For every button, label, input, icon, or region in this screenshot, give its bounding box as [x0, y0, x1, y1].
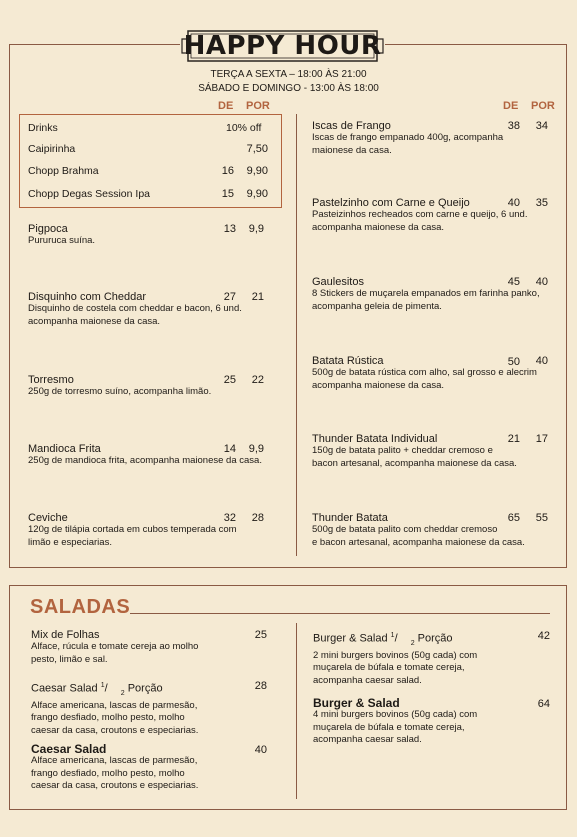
portion-denominator: 2: [410, 639, 415, 647]
item-desc: Alface americana, lascas de parmesão,: [31, 755, 198, 766]
item-name: Batata Rústica: [312, 355, 384, 367]
portion-label: Porção: [127, 682, 163, 695]
drink-price-por: 9,90: [246, 165, 268, 177]
price-de: 21: [507, 433, 520, 445]
saladas-divider: [296, 623, 297, 799]
item-name-row: [313, 630, 477, 650]
item-name: Thunder Batata Individual: [312, 433, 438, 445]
item-name: Thunder Batata: [312, 512, 388, 524]
menu-item: [28, 223, 95, 248]
drink-price-de: 16: [221, 165, 234, 177]
price-por: 34: [535, 120, 548, 132]
item-desc: Pasteizinhos recheados com carne e queijo, 6 und.: [312, 209, 528, 220]
price: 42: [537, 630, 550, 642]
price-de: 25: [223, 374, 236, 386]
item-name: Torresmo: [28, 374, 74, 386]
item-desc: Iscas de frango empanado 400g, acompanha: [312, 132, 504, 143]
item-name-row: [31, 680, 198, 700]
drinks-discount: 10% off: [226, 122, 262, 134]
item-desc: muçarela de búfala e tomate cereja,: [313, 662, 465, 674]
item-desc: 8 Stickers de muçarela empanados em farinha panko,: [312, 288, 540, 299]
price: 64: [537, 698, 550, 710]
item-desc: acompanha caesar salad.: [313, 734, 422, 745]
saladas-title-rule: [130, 613, 550, 614]
page-title: HAPPY HOUR: [183, 31, 382, 61]
item-desc: caesar da casa, croutons e especiarias.: [31, 724, 199, 736]
item-name: Mandioca Frita: [28, 443, 101, 455]
price-de: 50: [507, 356, 520, 368]
col-label-de-right: DE: [503, 100, 519, 112]
drink-price-por: 7,50: [246, 143, 268, 155]
price-por: 28: [251, 512, 264, 524]
col-label-por-left: POR: [246, 100, 270, 112]
item-desc: 250g de torresmo suíno, acompanha limão.: [28, 386, 212, 397]
drink-price-por: 9,90: [246, 188, 268, 200]
item-desc: acompanha maionese da casa.: [312, 221, 445, 233]
item-desc: 150g de batata palito + cheddar cremoso e: [312, 445, 493, 456]
item-desc: maionese da casa.: [312, 144, 392, 156]
price-de: 38: [507, 120, 520, 132]
price-de: 32: [223, 512, 236, 524]
item-name: Disquinho com Cheddar: [28, 291, 147, 303]
price-por: 55: [535, 512, 548, 524]
portion-slash: /: [104, 682, 108, 695]
item-desc: acompanha maionese da casa.: [28, 315, 161, 327]
price-por: 9,9: [248, 443, 264, 455]
item-name: Mix de Folhas: [31, 629, 100, 641]
item-desc: 120g de tilápia cortada em cubos temperada com: [28, 524, 237, 535]
portion-numerator: 1: [390, 632, 395, 639]
item-name: Ceviche: [28, 512, 68, 524]
column-divider: [296, 114, 297, 556]
drink-name: Caipirinha: [28, 143, 76, 155]
item-name: Burger & Salad: [313, 632, 388, 645]
item-desc: Alface americana, lascas de parmesão,: [31, 699, 198, 711]
item-desc: muçarela de búfala e tomate cereja,: [313, 721, 465, 733]
item-desc: e bacon artesanal, acompanha maionese da casa.: [312, 536, 525, 548]
item-name: Pastelzinho com Carne e Queijo: [312, 197, 470, 209]
price-por: 9,9: [248, 223, 264, 235]
price-por: 17: [535, 433, 548, 445]
item-desc: 500g de batata rústica com alho, sal grosso e alecrim: [312, 367, 537, 378]
price-de: 65: [507, 512, 520, 524]
item-desc: 2 mini burgers bovinos (50g cada) com: [313, 649, 478, 661]
portion-numerator: 1: [100, 682, 105, 689]
portion-label: Porção: [417, 632, 453, 645]
price-por: 22: [251, 374, 264, 386]
item-desc: 250g de mandioca frita, acompanha maionese da casa.: [28, 455, 262, 466]
portion-denominator: 2: [120, 689, 125, 697]
price: 28: [254, 680, 267, 692]
item-name: Pigpoca: [28, 223, 68, 235]
item-name: Caesar Salad: [31, 742, 107, 756]
menu-item: [312, 120, 503, 157]
item-desc: pesto, limão e sal.: [31, 653, 108, 665]
price-de: 45: [507, 276, 520, 288]
drink-price-de: 15: [221, 188, 234, 200]
item-desc: 4 mini burgers bovinos (50g cada) com: [313, 709, 478, 720]
menu-item: [28, 374, 211, 399]
item-desc: Pururuca suína.: [28, 235, 96, 246]
salad-item: [31, 680, 198, 737]
drinks-title: Drinks: [28, 122, 58, 134]
item-desc: frango desfiado, molho pesto, molho: [31, 767, 185, 779]
price: 25: [254, 629, 267, 641]
price-de: 27: [223, 291, 236, 303]
item-name: Caesar Salad: [31, 682, 98, 695]
item-desc: acompanha caesar salad.: [313, 674, 422, 686]
drink-name: Chopp Brahma: [28, 165, 99, 177]
price-por: 35: [535, 197, 548, 209]
price-de: 40: [507, 197, 520, 209]
price-por: 40: [535, 276, 548, 288]
item-name: Iscas de Frango: [312, 120, 391, 132]
col-label-por-right: POR: [531, 100, 555, 112]
salad-item: [31, 743, 198, 793]
item-desc: caesar da casa, croutons e especiarias.: [31, 780, 199, 791]
item-desc: frango desfiado, molho pesto, molho: [31, 712, 185, 724]
price-de: 13: [223, 223, 236, 235]
item-desc: acompanha geleia de pimenta.: [312, 300, 442, 312]
price: 40: [254, 744, 267, 756]
item-desc: acompanha maionese da casa.: [312, 379, 445, 391]
price-de: 14: [223, 443, 236, 455]
menu-item: [312, 433, 517, 470]
salad-item: [31, 629, 198, 666]
price-por: 40: [535, 355, 548, 367]
salad-item: [313, 630, 477, 687]
item-desc: Alface, rúcula e tomate cereja ao molho: [31, 641, 199, 652]
portion-slash: /: [394, 632, 398, 645]
item-name: Gaulesitos: [312, 276, 364, 288]
item-name: Burger & Salad: [313, 696, 400, 710]
hours-weekday: TERÇA A SEXTA – 18:00 ÀS 21:00: [210, 69, 367, 80]
item-desc: Disquinho de costela com cheddar e bacon, 6 und.: [28, 303, 242, 314]
item-desc: limão e especiarias.: [28, 536, 112, 548]
price-por: 21: [251, 291, 264, 303]
title-badge: [180, 29, 385, 63]
item-desc: bacon artesanal, acompanha maionese da casa.: [312, 457, 517, 469]
hours-weekend: SÁBADO E DOMINGO - 13:00 ÀS 18:00: [198, 83, 379, 94]
saladas-title: SALADAS: [30, 596, 131, 618]
col-label-de-left: DE: [218, 100, 234, 112]
item-desc: 500g de batata palito com cheddar cremoso: [312, 524, 498, 535]
drink-name: Chopp Degas Session Ipa: [28, 188, 150, 200]
salad-item: [313, 697, 477, 747]
